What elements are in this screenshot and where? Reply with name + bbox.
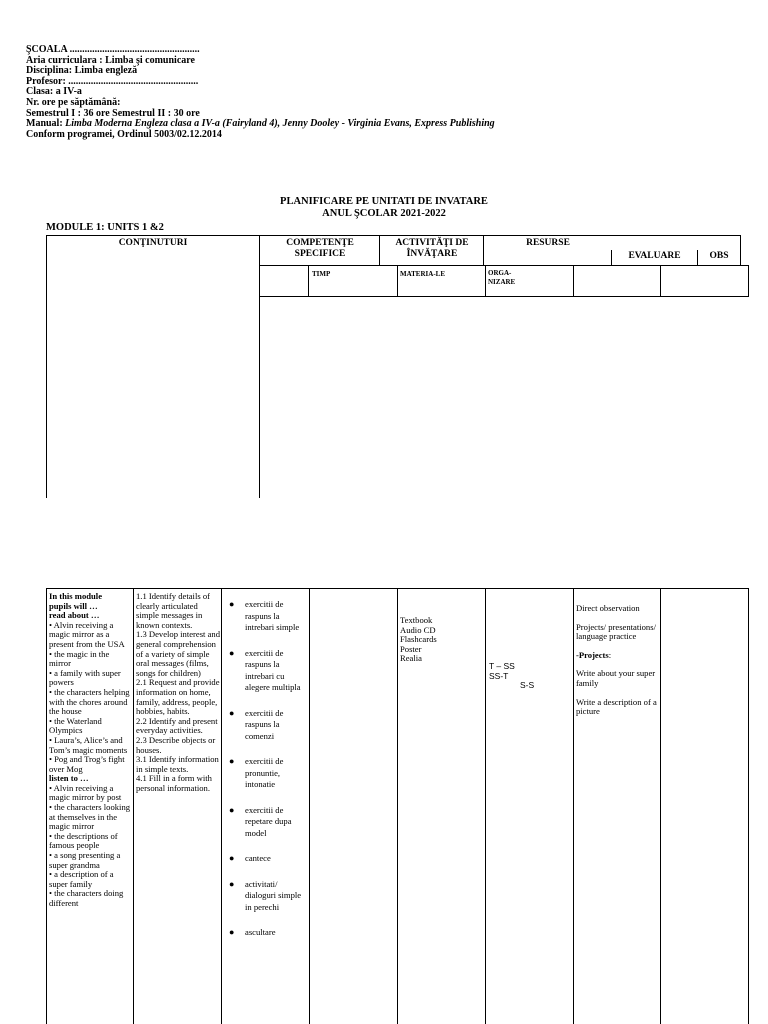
organization-column <box>489 662 573 691</box>
listen-item: • the descriptions of famous people <box>49 830 118 851</box>
discipline-line: Disciplina: Limba engleză <box>26 65 138 77</box>
evaluation-column <box>576 604 658 717</box>
activity-item: ● ascultare <box>229 927 276 937</box>
listen-item: • the characters looking at themselves in the magic mirror <box>49 802 131 832</box>
read-item: • the characters helping with the chores around the house <box>49 686 130 717</box>
evaluation-item: Write a description of a picture <box>576 696 657 717</box>
material-item: Audio CD <box>400 624 436 635</box>
school-line: ŞCOALA .................................................... <box>26 44 200 55</box>
curricular-area-line: Aria curriculara : Limba şi comunicare <box>26 54 195 66</box>
competences-column <box>136 592 220 793</box>
read-about-heading: read about … <box>49 610 100 621</box>
content-column <box>49 592 131 909</box>
bullet-icon: ● <box>229 878 235 889</box>
conform-line: Conform programei, Ordinul 5003/02.12.2014 <box>26 128 222 140</box>
listen-item: • the characters doing different <box>49 888 124 908</box>
bullet-icon: ● <box>229 756 235 766</box>
activity-item: ● exercitii de pronuntie, intonatie <box>229 756 284 789</box>
header-timp: TIMP <box>312 270 331 278</box>
activity-item: ● exercitii de raspuns la comenzi <box>229 707 284 741</box>
organizare-line-1: ORGA- <box>488 269 512 277</box>
competence-item: 1.3 Develop interest and general comprehension of a variety of simple oral messages (films, songs for children) <box>136 629 221 678</box>
read-item: • the Waterland Olympics <box>49 715 102 736</box>
listen-item: • Alvin receiving a magic mirror by post <box>49 782 122 803</box>
competence-item: 3.1 Identify information in simple texts. <box>136 754 219 774</box>
bullet-icon: ● <box>229 647 235 658</box>
bullet-icon: ● <box>229 927 235 937</box>
competence-item: 2.2 Identify and present everyday activities. <box>136 715 218 736</box>
read-item: • Laura’s, Alice’s and Tom’s magic moments <box>49 734 128 755</box>
class-line: Clasa: a IV-a <box>26 86 82 98</box>
read-item: • the magic in the mirror <box>49 648 110 669</box>
header-organizare <box>488 269 515 287</box>
header-materiale: MATERIA-LE <box>400 270 445 278</box>
manual-text: Limba Moderna Engleza clasa a IV-a (Fairyland 4), Jenny Dooley - Virginia Evans, Express Publishing <box>65 118 495 130</box>
activity-item: ● exercitii de repetare dupa model <box>229 804 292 838</box>
competence-item: 4.1 Fill in a form with personal information. <box>136 773 212 793</box>
module-title: MODULE 1: UNITS 1 &2 <box>46 222 164 233</box>
intro-line-1: In this module <box>49 591 103 601</box>
manual-label: Manual: <box>26 118 66 130</box>
organization-item: T – SS <box>489 661 515 671</box>
planning-title: PLANIFICARE PE UNITATI DE INVATARE <box>280 196 488 207</box>
teacher-line: Profesor: .................................................... <box>26 75 199 87</box>
evaluation-item: Write about your super family <box>576 668 656 688</box>
hours-per-week-line: Nr. ore pe săptămână: <box>26 96 121 108</box>
read-item: • Alvin receiving a magic mirror as a present from the USA <box>49 619 125 649</box>
activity-item: ● exercitii de raspuns la intrebari cu alegere multipla <box>229 647 301 692</box>
competence-item: 2.1 Request and provide information on home, family, address, people, hobbies, habits. <box>136 677 220 717</box>
material-item: Textbook <box>400 615 433 625</box>
header-evaluare: EVALUARE <box>628 251 681 261</box>
header-resurse: RESURSE <box>526 238 570 248</box>
evaluation-item: Direct observation <box>576 603 640 613</box>
bullet-icon: ● <box>229 599 235 609</box>
header-competente: COMPETENŢE SPECIFICE <box>286 238 354 259</box>
activity-item: ● cantece <box>229 853 271 863</box>
bullet-icon: ● <box>229 853 235 863</box>
activity-item: ● activitati/ dialoguri simple in perechi <box>229 878 302 912</box>
activity-item: ● exercitii de raspuns la intrebari simple <box>229 599 300 632</box>
header-activitati: ACTIVITĂŢI DE ÎNVĂŢARE <box>395 238 469 259</box>
listen-item: • a song presenting a super grandma <box>49 850 121 870</box>
materials-column <box>400 616 484 664</box>
activities-column <box>229 599 307 953</box>
semesters-line: Semestrul I : 36 ore Semestrul II : 30 ore <box>26 107 200 119</box>
bullet-icon: ● <box>229 804 235 815</box>
organizare-line-2: NIZARE <box>488 278 516 286</box>
intro-line-2: pupils will … <box>49 600 98 611</box>
competence-item: 1.1 Identify details of clearly articulated simple messages in known contexts. <box>136 591 210 630</box>
document-header <box>26 45 495 140</box>
header-obs: OBS <box>709 251 729 261</box>
read-item: • Pog and Trog’s fight over Mog <box>49 754 125 774</box>
projects-heading: -Projects: <box>576 649 612 660</box>
material-item: Flashcards <box>400 634 437 645</box>
bullet-icon: ● <box>229 707 235 718</box>
evaluation-item: Projects/ presentations/ language practice <box>576 621 656 642</box>
material-item: Realia <box>400 653 422 664</box>
organization-item: SS-T <box>489 670 509 681</box>
school-year-title: ANUL ŞCOLAR 2021-2022 <box>322 208 446 219</box>
read-item: • a family with super powers <box>49 667 121 688</box>
listen-item: • a description of a super family <box>49 869 114 889</box>
listen-to-heading: listen to … <box>49 773 89 784</box>
header-continuturi: CONŢINUTURI <box>118 238 188 248</box>
material-item: Poster <box>400 643 422 654</box>
organization-item: S-S <box>520 680 535 691</box>
competence-item: 2.3 Describe objects or houses. <box>136 734 216 755</box>
